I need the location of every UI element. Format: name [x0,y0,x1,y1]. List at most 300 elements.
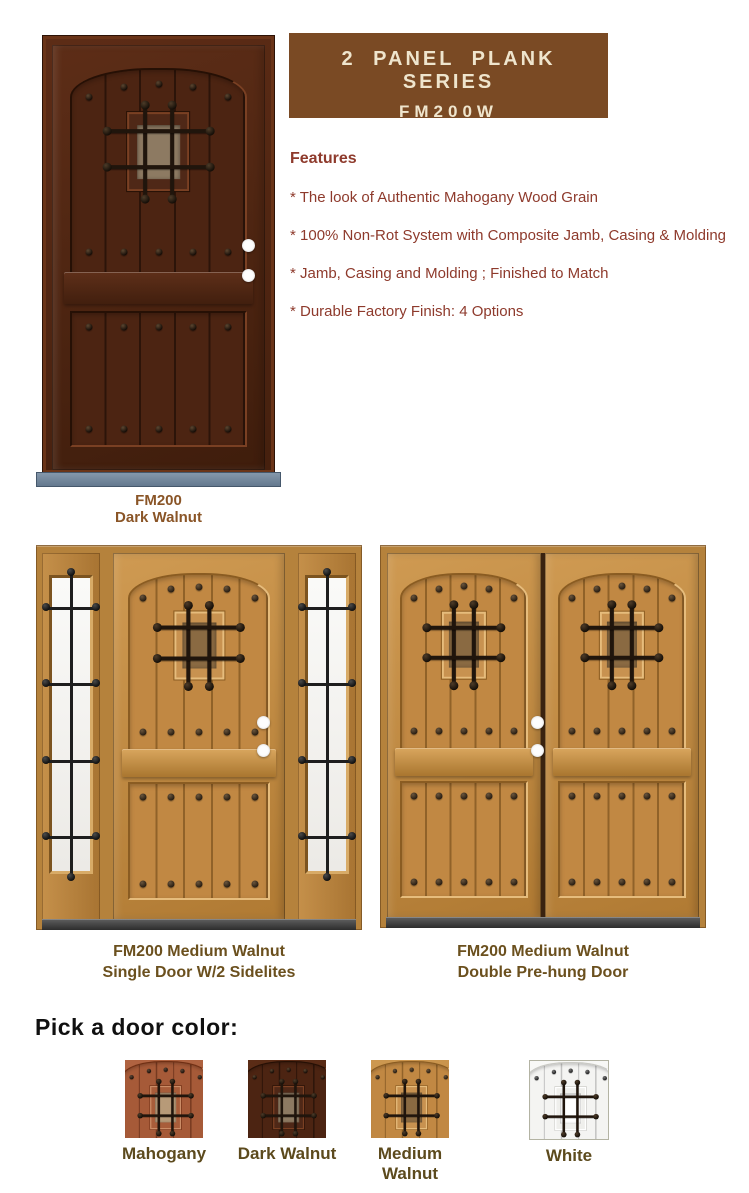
clavo-stud [155,324,162,331]
clavo-stud [224,248,231,255]
clavo-stud [168,586,175,593]
grille-bar [46,836,96,839]
clavo-stud [168,881,175,888]
series-banner [289,33,608,121]
color-swatch-dark-walnut[interactable] [248,1060,326,1138]
door-face [545,553,699,918]
clavo-stud [594,879,601,886]
clavo-stud [485,586,492,593]
door-top-panel [125,1061,203,1138]
grille-knob [575,1132,581,1138]
grille-knob [575,1080,581,1086]
clavo-stud [223,728,230,735]
clavo-stud [376,1075,380,1079]
grille-bar [472,605,476,686]
clavo-stud [510,879,517,886]
speakeasy-frame [150,1086,181,1130]
clavo-stud [411,594,418,601]
clavo-stud [444,1075,448,1079]
color-option-medium-walnut[interactable] [350,1060,470,1184]
grille-bar [404,1081,406,1133]
grille-knob [67,873,75,881]
door-top-panel [371,1061,449,1138]
feature-item: * Durable Factory Finish: 4 Options [290,303,524,320]
swatch-door-preview [248,1060,326,1138]
caption-line: Single Door W/2 Sidelites [102,964,296,981]
door-face [113,553,285,920]
clavo-stud [223,793,230,800]
grille-knob [205,601,214,610]
clavo-stud [619,583,626,590]
grille-knob [153,623,162,632]
sidelite-glass [49,575,93,874]
clavo-stud [643,792,650,799]
clavo-stud [411,727,418,734]
grille-bar [157,657,240,661]
clavo-stud [436,879,443,886]
clavo-stud [304,1069,308,1073]
door-bottom-panel [128,782,271,899]
grille-knob [608,681,617,690]
speakeasy-grille [427,605,501,686]
grille-knob [170,1131,176,1137]
speakeasy-frame [174,612,224,680]
color-option-label: Dark Walnut [237,1144,337,1163]
speakeasy-frame [555,1087,586,1131]
sidelite-right [298,553,356,920]
grille-bar [158,1081,160,1133]
clavo-stud [196,728,203,735]
sidelite-left [42,553,100,920]
grille-knob [141,101,150,110]
grille-knob [188,1113,194,1119]
clavo-stud [569,594,576,601]
grille-knob [298,603,306,611]
clavo-stud [190,324,197,331]
clavo-stud [510,727,517,734]
product-image-dark-walnut-door [42,35,275,487]
clavo-stud [427,1069,431,1073]
clavo-stud [510,594,517,601]
grille-bar [281,1081,283,1133]
door-image-medium-walnut [113,553,285,920]
color-swatch-mahogany[interactable] [125,1060,203,1138]
features-heading: Features [290,150,357,167]
grille-bar [585,656,659,660]
caption-single-door [36,941,362,983]
grille-bar [186,605,190,686]
speakeasy-grille [157,605,240,686]
clavo-stud [643,586,650,593]
clavo-stud [668,879,675,886]
grille-knob [416,1079,422,1085]
lock-bore [531,716,544,729]
lock-bore [257,716,270,729]
clavo-stud [411,792,418,799]
grille-knob [153,654,162,663]
grille-knob [167,101,176,110]
grille-knob [348,756,356,764]
door-mid-rail [122,749,275,777]
door-image-right [545,553,699,918]
clavo-stud [155,425,162,432]
clavo-stud [224,93,231,100]
clavo-stud [140,728,147,735]
clavo-stud [120,324,127,331]
lock-bore [531,744,544,757]
grille-bar [157,626,240,630]
grille-knob [188,1093,194,1099]
grille-knob [156,1079,162,1085]
clavo-stud [643,879,650,886]
speakeasy-frame [600,611,645,679]
clavo-stud [436,792,443,799]
grille-bar [302,683,352,686]
clavo-stud [224,425,231,432]
grille-knob [311,1093,317,1099]
sidelite-glass [305,575,349,874]
grille-bar [140,1114,191,1116]
grille-knob [141,194,150,203]
color-option-label: Mahogany [121,1144,207,1163]
color-option-dark-walnut[interactable] [227,1060,347,1164]
speakeasy-frame [273,1086,304,1130]
clavo-stud [130,1075,134,1079]
grille-knob [593,1094,599,1100]
grille-knob [348,832,356,840]
clavo-stud [140,793,147,800]
product-image-double-door [380,545,706,928]
grille-knob [422,623,431,632]
grille-bar [585,625,659,629]
grille-bar [630,605,634,686]
grille-bar [263,1114,314,1116]
clavo-stud [411,879,418,886]
grille-knob [298,832,306,840]
grille-knob [655,654,664,663]
caption-line: FM200 Medium Walnut [457,943,629,960]
door-top-panel [558,573,686,752]
clavo-stud [594,586,601,593]
grille-knob [311,1113,317,1119]
speakeasy-grille [545,1082,596,1134]
clavo-stud [321,1075,325,1079]
grille-knob [561,1080,567,1086]
door-mid-rail [395,748,532,775]
grille-bar [171,1081,173,1133]
clavo-stud [86,324,93,331]
clavo-stud [594,727,601,734]
clavo-stud [410,1067,414,1071]
clavo-stud [436,727,443,734]
clavo-stud [287,1067,291,1071]
clavo-stud [569,792,576,799]
grille-knob [298,679,306,687]
grille-knob [42,756,50,764]
clavo-stud [120,248,127,255]
grille-knob [137,1093,143,1099]
clavo-stud [190,83,197,90]
grille-knob [205,682,214,691]
clavo-stud [168,728,175,735]
speakeasy-grille [140,1081,191,1133]
grille-knob [92,756,100,764]
lock-bore [242,269,255,282]
door-frame [42,35,275,474]
grille-bar [326,572,329,877]
clavo-stud [86,93,93,100]
clavo-stud [485,879,492,886]
grille-knob [92,832,100,840]
speakeasy-grille [386,1081,437,1133]
clavo-stud [120,425,127,432]
speakeasy-frame [127,113,189,192]
grille-bar [170,105,174,199]
door-top-panel [248,1061,326,1138]
grille-bar [46,683,96,686]
clavo-stud [270,1069,274,1073]
grille-knob [422,654,431,663]
caption-double-door [380,941,706,983]
grille-bar [107,129,211,133]
grille-knob [402,1079,408,1085]
grille-knob [236,623,245,632]
grille-knob [497,623,506,632]
grille-knob [293,1079,299,1085]
grille-knob [497,654,506,663]
feature-item: * The look of Authentic Mahogany Wood Grain [290,189,598,206]
grille-knob [42,603,50,611]
door-top-panel [400,573,528,752]
grille-knob [593,1114,599,1120]
grille-bar [70,572,73,877]
caption-line: FM200 [135,492,182,509]
clavo-stud [120,83,127,90]
grille-knob [542,1114,548,1120]
clavo-stud [196,583,203,590]
clavo-stud [619,879,626,886]
grille-knob [627,600,636,609]
clavo-stud [668,792,675,799]
grille-knob [42,832,50,840]
clavo-stud [190,248,197,255]
grille-knob [450,681,459,690]
grille-knob [206,127,215,136]
grille-knob [608,600,617,609]
clavo-stud [668,594,675,601]
features-section [290,150,748,320]
door-face [125,1060,203,1138]
swatch-door-preview [529,1060,609,1140]
clavo-stud [181,1069,185,1073]
grille-knob [348,679,356,687]
grille-knob [102,127,111,136]
feature-item: * 100% Non-Rot System with Composite Jamb, Casing & Molding [290,227,727,244]
grille-bar [302,760,352,763]
grille-bar [610,605,614,686]
clavo-stud [668,727,675,734]
grille-knob [206,162,215,171]
product-image-single-door-sidelites [36,545,362,930]
color-picker-heading: Pick a door color: [35,1014,239,1040]
door-mid-rail [64,272,254,304]
caption-line: FM200 Medium Walnut [113,943,285,960]
clavo-stud [535,1076,539,1080]
grille-knob [580,654,589,663]
door-image-left [387,553,541,918]
clavo-stud [393,1069,397,1073]
grille-bar [46,760,96,763]
clavo-stud [190,425,197,432]
grille-knob [542,1094,548,1100]
color-option-mahogany[interactable] [104,1060,224,1164]
grille-knob [561,1132,567,1138]
grille-knob [348,603,356,611]
door-face [387,553,541,918]
grille-bar [545,1096,596,1098]
grille-knob [580,623,589,632]
color-swatch-white[interactable] [529,1060,609,1140]
clavo-stud [196,881,203,888]
grille-knob [42,679,50,687]
door-top-panel [70,68,247,276]
grille-knob [156,1131,162,1137]
clavo-stud [253,1075,257,1079]
grille-bar [46,607,96,610]
swatch-door-preview [125,1060,203,1138]
grille-knob [92,679,100,687]
clavo-stud [586,1070,590,1074]
door-mid-rail [553,748,690,775]
clavo-stud [461,879,468,886]
grille-bar [427,656,501,660]
speakeasy-grille [585,605,659,686]
clavo-stud [569,1068,573,1072]
grille-knob [383,1093,389,1099]
clavo-stud [196,793,203,800]
caption-line: Double Pre-hung Door [457,964,629,981]
grille-bar [563,1082,565,1134]
grille-knob [170,1079,176,1085]
clavo-stud [569,879,576,886]
clavo-stud [140,595,147,602]
color-swatch-medium-walnut[interactable] [371,1060,449,1138]
grille-bar [302,607,352,610]
grille-knob [298,756,306,764]
clavo-stud [164,1067,168,1071]
speakeasy-frame [442,611,487,679]
clavo-stud [485,727,492,734]
door-bottom-panel [558,781,686,898]
grille-knob [293,1131,299,1137]
clavo-stud [251,728,258,735]
grille-knob [92,603,100,611]
grille-knob [469,681,478,690]
clavo-stud [569,727,576,734]
grille-knob [402,1131,408,1137]
clavo-stud [223,881,230,888]
clavo-stud [223,586,230,593]
feature-item: * Jamb, Casing and Molding ; Finished to Match [290,265,609,282]
clavo-stud [603,1076,607,1080]
grille-bar [452,605,456,686]
grille-bar [143,105,147,199]
clavo-stud [461,583,468,590]
clavo-stud [251,793,258,800]
speakeasy-grille [107,105,211,199]
door-threshold [386,917,700,928]
clavo-stud [594,792,601,799]
series-title: 2 PANEL PLANK SERIES [341,48,556,93]
grille-bar [427,625,501,629]
door-image-dark-walnut [52,45,265,470]
grille-knob [434,1113,440,1119]
grille-knob [279,1131,285,1137]
grille-knob [236,654,245,663]
door-face [371,1060,449,1138]
speakeasy-grille [263,1081,314,1133]
grille-knob [323,873,331,881]
swatch-door-preview [371,1060,449,1138]
lock-bore [257,744,270,757]
grille-knob [383,1113,389,1119]
door-threshold [42,919,356,930]
clavo-stud [86,425,93,432]
clavo-stud [168,793,175,800]
clavo-stud [643,727,650,734]
door-top-panel [128,573,271,753]
grille-knob [450,600,459,609]
caption-dark-walnut [42,492,275,526]
door-top-panel [529,1062,609,1140]
color-option-white[interactable] [509,1060,629,1166]
clavo-stud [461,727,468,734]
grille-knob [469,600,478,609]
clavo-stud [619,727,626,734]
grille-bar [208,605,212,686]
grille-bar [545,1115,596,1117]
grille-bar [576,1082,578,1134]
door-sill [36,472,281,487]
clavo-stud [140,881,147,888]
door-bottom-panel [70,311,247,447]
clavo-stud [251,595,258,602]
grille-knob [167,194,176,203]
clavo-stud [510,792,517,799]
grille-bar [302,836,352,839]
door-face [52,45,265,470]
grille-knob [184,601,193,610]
grille-knob [260,1093,266,1099]
door-face [529,1060,609,1140]
grille-bar [417,1081,419,1133]
clavo-stud [155,80,162,87]
clavo-stud [251,881,258,888]
clavo-stud [86,248,93,255]
clavo-stud [461,792,468,799]
clavo-stud [155,248,162,255]
grille-knob [627,681,636,690]
grille-knob [655,623,664,632]
grille-bar [294,1081,296,1133]
clavo-stud [147,1069,151,1073]
clavo-stud [485,792,492,799]
grille-knob [416,1131,422,1137]
color-option-label: Medium Walnut [377,1144,443,1183]
clavo-stud [198,1075,202,1079]
clavo-stud [224,324,231,331]
grille-knob [323,568,331,576]
